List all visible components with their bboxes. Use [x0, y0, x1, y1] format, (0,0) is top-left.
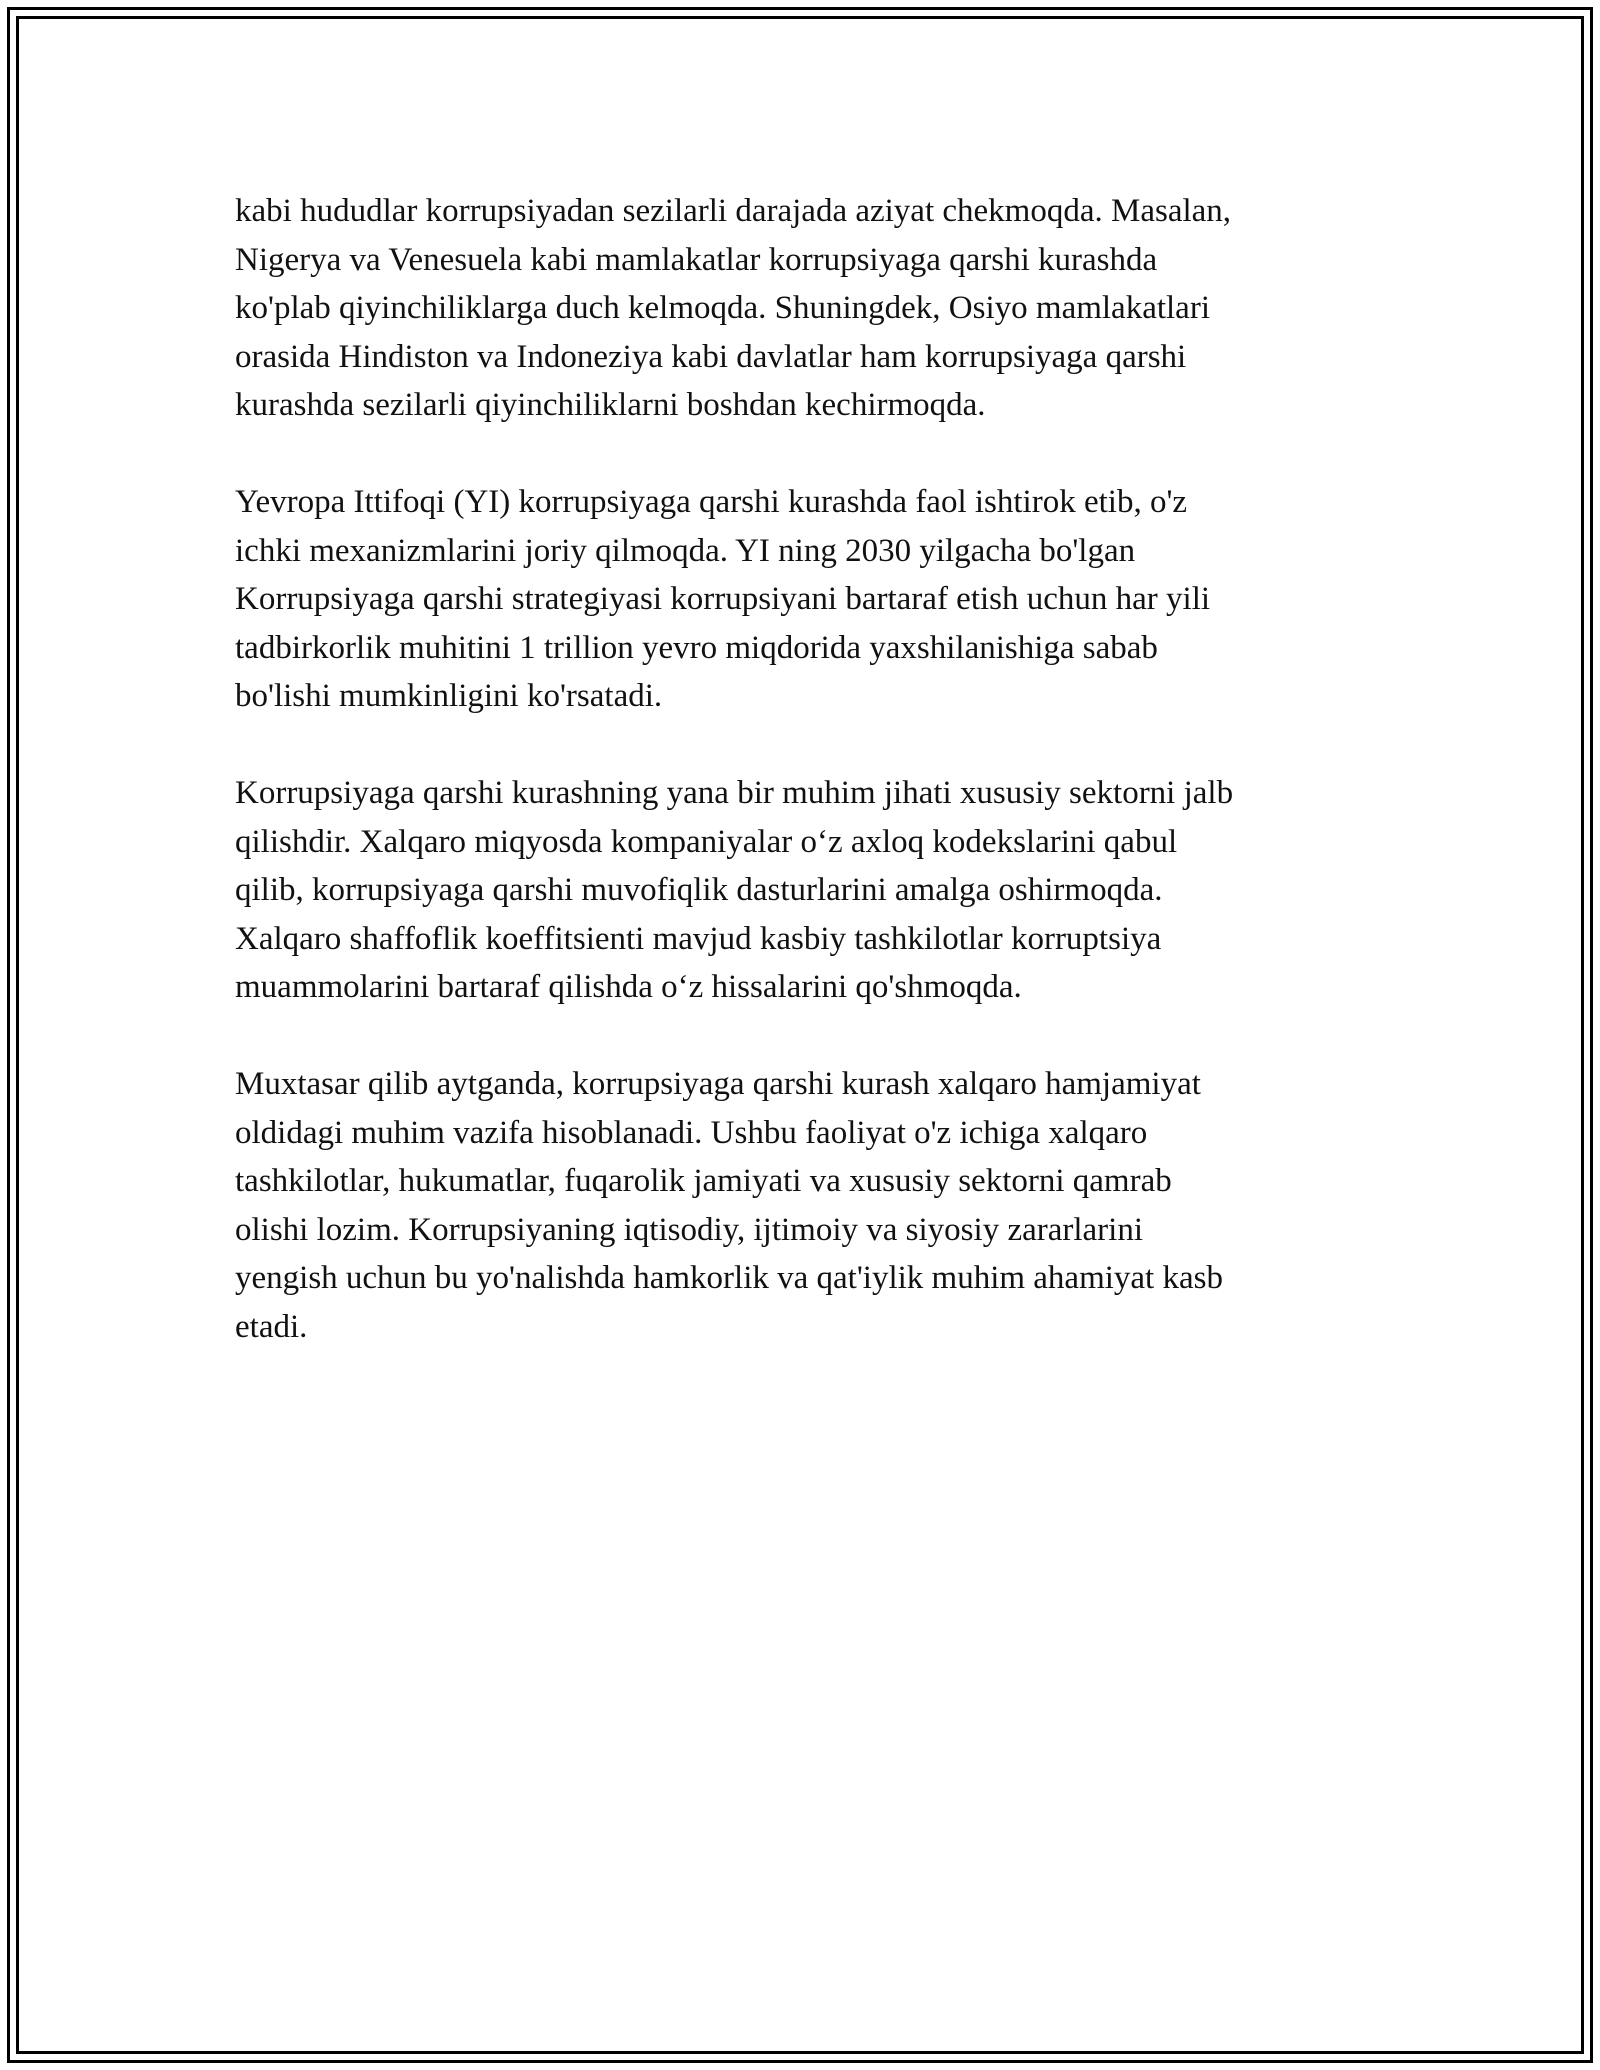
text-line: qilishdir. Xalqaro miqyosda kompaniyalar o‘z axloq kodekslarini qabul: [235, 823, 1178, 860]
text-line: qilib, korrupsiyaga qarshi muvofiqlik dasturlarini amalga oshirmoqda.: [235, 872, 1163, 908]
text-line: ko'plab qiyinchiliklarga duch kelmoqda. Shuningdek, Osiyo mamlakatlari: [235, 290, 1210, 326]
text-line: yengish uchun bu yo'nalishda hamkorlik va qat'iylik muhim ahamiyat kasb: [235, 1260, 1223, 1296]
text-line: orasida Hindiston va Indoneziya kabi davlatlar ham korrupsiyaga qarshi: [235, 338, 1187, 375]
text-line: bo'lishi mumkinligini ko'rsatadi.: [235, 678, 663, 714]
text-line: Nigerya va Venesuela kabi mamlakatlar korrupsiyaga qarshi kurashda: [235, 241, 1158, 278]
text-line: ichki mexanizmlarini joriy qilmoqda. YI ning 2030 yilgacha bo'lgan: [235, 532, 1136, 569]
text-line: Muxtasar qilib aytganda, korrupsiyaga qarshi kurash xalqaro hamjamiyat: [235, 1066, 1201, 1102]
paragraph-3: [235, 769, 1355, 1012]
text-line: olishi lozim. Korrupsiyaning iqtisodiy, ijtimoiy va siyosiy zararlarini: [235, 1211, 1143, 1248]
text-line: Xalqaro shaffoflik koeffitsienti mavjud kasbiy tashkilotlar korruptsiya: [235, 920, 1162, 957]
text-line: kabi hududlar korrupsiyadan sezilarli darajada aziyat chekmoqda. Masalan,: [235, 193, 1232, 229]
text-line: Korrupsiyaga qarshi strategiyasi korrupsiyani bartaraf etish uchun har yili: [235, 581, 1211, 617]
text-line: muammolarini bartaraf qilishda o‘z hissalarini qo'shmoqda.: [235, 969, 1022, 1005]
document-body: [235, 187, 1355, 1400]
paragraph-2: [235, 478, 1355, 721]
text-line: tadbirkorlik muhitini 1 trillion yevro miqdorida yaxshilanishiga sabab: [235, 629, 1158, 666]
text-line: Korrupsiyaga qarshi kurashning yana bir muhim jihati xususiy sektorni jalb: [235, 775, 1234, 811]
paragraph-4: [235, 1060, 1355, 1351]
text-line: tashkilotlar, hukumatlar, fuqarolik jamiyati va xususiy sektorni qamrab: [235, 1163, 1172, 1199]
text-line: oldidagi muhim vazifa hisoblanadi. Ushbu faoliyat o'z ichiga xalqaro: [235, 1114, 1148, 1151]
paragraph-1: [235, 187, 1355, 430]
text-line: kurashda sezilarli qiyinchiliklarni boshdan kechirmoqda.: [235, 387, 986, 423]
text-line: etadi.: [235, 1308, 308, 1345]
text-line: Yevropa Ittifoqi (YI) korrupsiyaga qarshi kurashda faol ishtirok etib, o'z: [235, 484, 1188, 520]
